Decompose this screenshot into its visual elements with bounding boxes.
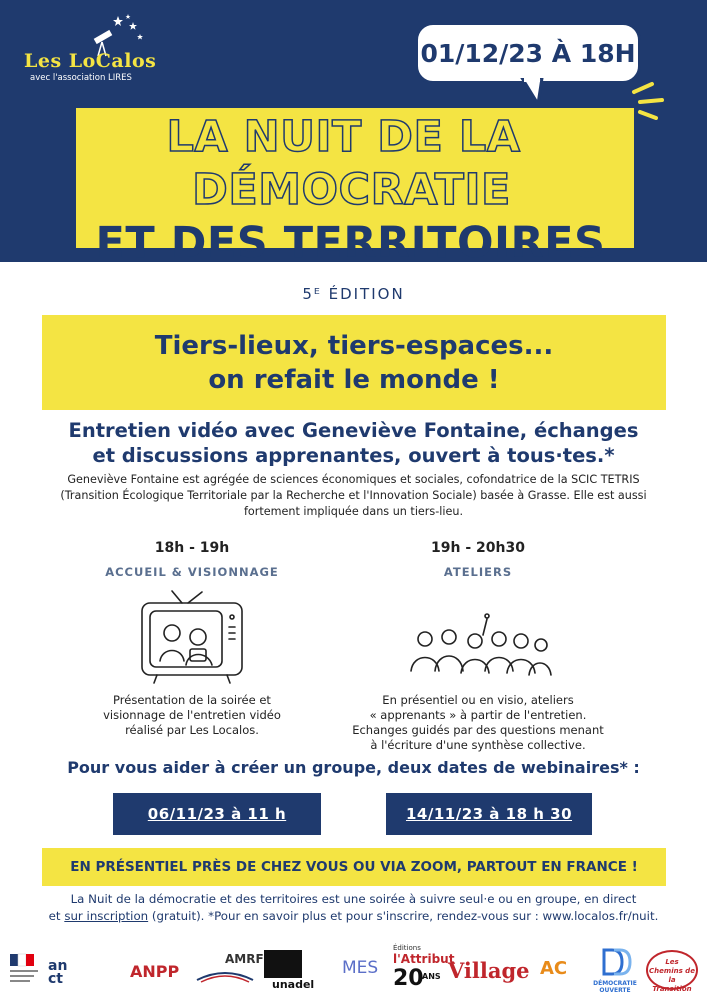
attribut-top: Éditions: [393, 944, 421, 952]
theme-line-2: on refait le monde !: [208, 364, 500, 395]
les-localos-logo: [24, 50, 156, 83]
theme-banner: [42, 315, 666, 410]
footer-text: [0, 891, 707, 925]
amrf-logo: AMRF: [225, 952, 264, 966]
democratie-ouverte-logo-icon: [600, 948, 632, 976]
webinar-heading: Pour vous aider à créer un groupe, deux dates de webinaires* :: [67, 758, 640, 777]
schedule-desc-2: visionnage de l'entretien vidéo: [103, 708, 281, 722]
schedule-ateliers: [328, 540, 628, 753]
title-line-3: ET DES TERRITOIRES: [95, 218, 606, 268]
bio-line-3: fortement impliquée dans un tiers-lieu.: [243, 505, 464, 518]
event-date-bubble: 01/12/23 À 18H: [415, 22, 641, 84]
schedule-desc-1: En présentiel ou en visio, ateliers: [382, 693, 574, 707]
theme-line-1: Tiers-lieux, tiers-espaces...: [154, 330, 554, 361]
mes-logo: MES: [342, 958, 379, 978]
unadel-logo: unadel: [272, 978, 315, 991]
schedule-time: 19h - 20h30: [431, 540, 525, 556]
inscription-link[interactable]: sur inscription: [64, 909, 149, 923]
attribut-20-logo: 20: [393, 966, 424, 991]
republique-francaise-logo-icon: [8, 952, 42, 992]
anpp-logo: ANPP: [130, 962, 180, 981]
partner-logos: [0, 942, 707, 1000]
ac-logo: AC: [540, 958, 568, 979]
schedule-section: ATELIERS: [443, 565, 513, 579]
tv-screening-icon: [132, 589, 252, 689]
amrf-mark-icon: [195, 966, 255, 984]
edition-label: 5ᴱ ÉDITION: [302, 285, 405, 303]
workshop-group-icon: [403, 589, 553, 689]
anct-logo: an ct: [48, 958, 68, 987]
chemins-transition-logo: Les Chemins de la Transition: [646, 950, 698, 990]
schedule-desc-1: Présentation de la soirée et: [113, 693, 271, 707]
interview-line-1: Entretien vidéo avec Geneviève Fontaine, échanges: [68, 419, 639, 442]
logo-subtitle: avec l'association LIRES: [30, 73, 132, 83]
footer-line-1: La Nuit de la démocratie et des territoires est une soirée à suivre seul·e ou en groupe, en direct: [70, 892, 637, 906]
bio-line-1: Geneviève Fontaine est agrégée de sciences économiques et sociales, cofondatrice de la SCIC TETRIS: [67, 473, 640, 486]
schedule-section: ACCUEIL & VISIONNAGE: [105, 565, 279, 579]
interview-heading: [0, 418, 707, 468]
schedule-desc-3: réalisé par Les Localos.: [125, 723, 259, 737]
interview-line-2: et discussions apprenantes, ouvert à tous·tes.*: [92, 444, 615, 467]
bio-line-2: (Transition Écologique Territoriale par la Recherche et l'Innovation Sociale) basée à Grasse. Elle est aussi: [60, 489, 647, 502]
webinar-date-1-button[interactable]: 06/11/23 à 11 h: [113, 793, 321, 835]
village-logo: Village: [448, 958, 530, 983]
schedule-accueil: [42, 540, 342, 738]
unadel-logo-icon: [264, 950, 302, 978]
footer-line-2-post: (gratuit). *Pour en savoir plus et pour s'inscrire, rendez-vous sur : www.localos.fr/nuit.: [148, 909, 659, 923]
logo-name: Les LoCalos: [24, 50, 157, 72]
democratie-ouverte-logo: DÉMOCRATIE OUVERTE: [593, 980, 637, 994]
webinar-date-2-button[interactable]: 14/11/23 à 18 h 30: [386, 793, 592, 835]
title-line-1: LA NUIT DE LA: [166, 112, 521, 162]
schedule-desc-2: « apprenants » à partir de l'entretien.: [369, 708, 587, 722]
schedule-desc-3: Echanges guidés par des questions menant: [352, 723, 604, 737]
attribut-logo: l'Attribut: [393, 952, 455, 966]
schedule-time: 18h - 19h: [154, 540, 230, 556]
speaker-bio: [40, 472, 667, 520]
presentiel-banner: EN PRÉSENTIEL PRÈS DE CHEZ VOUS OU VIA ZOOM, PARTOUT EN FRANCE !: [42, 848, 666, 886]
attribut-ans-label: ANS: [422, 972, 441, 981]
title-line-2: DÉMOCRATIE: [192, 165, 511, 215]
footer-line-2: [0, 908, 707, 925]
footer-line-2-pre: et: [48, 909, 65, 923]
speech-bubble-tail-icon: [520, 78, 550, 108]
schedule-desc-4: à l'écriture d'une synthèse collective.: [370, 738, 586, 752]
